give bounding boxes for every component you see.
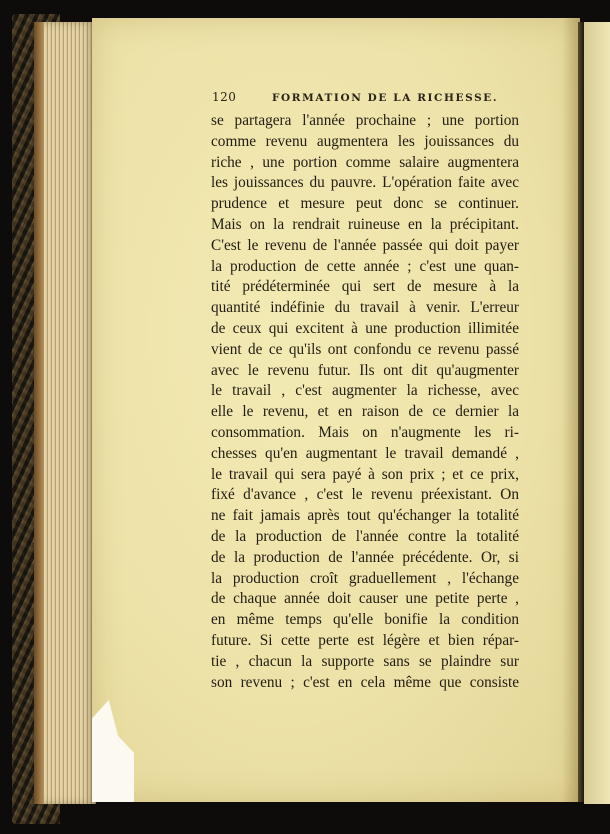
- text-line: quantité indéfinie du travail à venir. L'erreur: [211, 299, 519, 317]
- text-line: consommation. Mais on n'augmente les ri-: [211, 423, 519, 441]
- text-line: de la production de l'année contre la totalité: [211, 527, 519, 545]
- text-line: vient de ce qu'ils ont confondu ce revenu passé: [211, 340, 519, 358]
- text-line: riche , une portion comme salaire augmentera: [211, 153, 519, 171]
- text-line: de chaque année doit causer une petite perte ,: [211, 590, 519, 608]
- text-line: avec le revenu futur. Ils ont dit qu'augmenter: [211, 361, 519, 379]
- text-line: les jouissances du pauvre. L'opération faite avec: [211, 174, 519, 192]
- text-line: tie , chacun la supporte sans se plaindre sur: [211, 652, 519, 670]
- text-line: le travail qui sera payé à son prix ; et ce prix,: [211, 465, 519, 483]
- text-line: fixé d'avance , c'est le revenu préexistant. On: [211, 486, 519, 504]
- text-line: comme revenu augmentera les jouissances du: [211, 132, 519, 150]
- text-line: en même temps qu'elle bonifie la condition: [211, 611, 519, 629]
- running-header: [212, 90, 498, 104]
- body-text: [211, 111, 519, 693]
- text-line: chesses qu'en augmentant le travail demandé ,: [211, 444, 519, 462]
- text-line: la production de cette année ; c'est une quan-: [211, 257, 519, 275]
- text-line: de la production de l'année précédente. Or, si: [211, 548, 519, 566]
- text-line: future. Si cette perte est légère et bien répar-: [211, 631, 519, 649]
- text-line: prudence et mesure peut donc se continuer.: [211, 195, 519, 213]
- text-line: tité prédéterminée qui sert de mesure à la: [211, 278, 519, 296]
- facing-page-edge: [584, 22, 610, 804]
- text-line: ne fait jamais après tout qu'échanger la totalité: [211, 507, 519, 525]
- page-number: 120: [212, 90, 237, 104]
- text-line: la production croît graduellement , l'échange: [211, 569, 519, 587]
- running-title: FORMATION DE LA RICHESSE.: [272, 92, 499, 104]
- text-line: elle le revenu, et en raison de ce dernier la: [211, 403, 519, 421]
- text-line: son revenu ; c'est en cela même que consiste: [211, 673, 519, 691]
- text-line: le travail , c'est augmenter la richesse, avec: [211, 382, 519, 400]
- text-line: C'est le revenu de l'année passée qui doit payer: [211, 236, 519, 254]
- page-edges: [34, 22, 96, 804]
- text-line: de ceux qui excitent à une production illimitée: [211, 319, 519, 337]
- text-line: Mais on la rendrait ruineuse en la précipitant.: [211, 215, 519, 233]
- text-line: se partagera l'année prochaine ; une portion: [211, 112, 519, 129]
